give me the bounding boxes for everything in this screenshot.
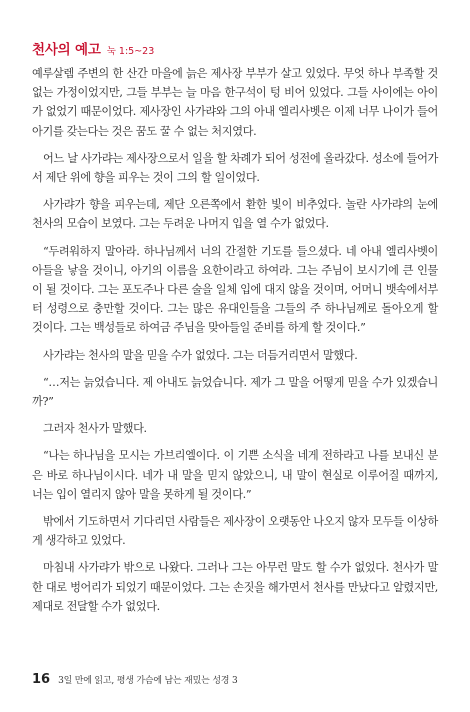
paragraph: 사가랴는 천사의 말을 믿을 수가 없었다. 그는 더듬거리면서 말했다. <box>43 348 358 362</box>
paragraph: “나는 하나님을 모시는 가브리엘이다. 이 기쁜 소식을 네게 전하라고 나를 보내신 분은 바로 하나님이시다. 네가 내 말을 믿지 않았으니, 내 말이 현실로 이루어질 때까지, 너는 입이 열리지 않아 말을 못하게 될 것이다.” <box>32 449 438 501</box>
paragraph: 마침내 사가랴가 밖으로 나왔다. 그러나 그는 아무런 말도 할 수가 없었다. 천사가 말한 대로 벙어리가 되었기 때문이었다. 그는 손짓을 해가면서 천사를 만났다고 알렸지만, 제대로 전달할 수가 없었다. <box>32 561 438 613</box>
body-text <box>32 64 438 624</box>
running-book-title: 3일 만에 읽고, 평생 가슴에 남는 재밌는 성경 3 <box>58 676 238 686</box>
paragraph: 어느 날 사가랴는 제사장으로서 일을 할 차례가 되어 성전에 올라갔다. 성소에 들어가서 제단 위에 향을 피우는 것이 그의 할 일이었다. <box>32 151 438 185</box>
scripture-reference: 눅 1:5~23 <box>106 46 155 57</box>
paragraph: 그러자 천사가 말했다. <box>43 422 147 436</box>
page-footer <box>32 672 238 687</box>
paragraph: 밖에서 기도하면서 기다리던 사람들은 제사장이 오랫동안 나오지 않자 모두들 이상하게 생각하고 있었다. <box>32 515 438 548</box>
section-title: 천사의 예고 <box>32 42 101 58</box>
page-number: 16 <box>32 672 51 687</box>
paragraph: 사가랴가 향을 피우는데, 제단 오른쪽에서 환한 빛이 비추었다. 놀란 사가랴의 눈에 천사의 모습이 보였다. 그는 두려운 나머지 입을 열 수가 없었다. <box>32 198 438 231</box>
section-heading <box>32 38 154 58</box>
paragraph: 예루살렘 주변의 한 산간 마을에 늙은 제사장 부부가 살고 있었다. 무엇 하나 부족할 것 없는 가정이었지만, 그들 부부는 늘 마음 한구석이 텅 비어 있었다. 그들 사이에는 아이가 없었기 때문이었다. 제사장인 사가랴와 그의 아내 엘리사벳은 이제 너무 나이가 들어 아기를 갖는다는 것은 꿈도 꿀 수 없는 처지였다. <box>32 67 438 138</box>
paragraph: “두려워하지 말아라. 하나님께서 너의 간절한 기도를 들으셨다. 네 아내 엘리사벳이 아들을 낳을 것이니, 아기의 이름을 요한이라고 하여라. 그는 주님이 보시기에 큰 인물이 될 것이다. 그는 포도주나 다른 술을 일체 입에 대지 않을 것이며, 어머니 뱃속에서부터 성령으로 충만할 것이다. 그는 많은 유대인들을 그들의 주 하나님께로 돌아오게 할 것이다. 그는 백성들로 하여금 주님을 맞아들일 준비를 하게 할 것이다.” <box>32 244 438 335</box>
paragraph: “…저는 늙었습니다. 제 아내도 늙었습니다. 제가 그 말을 어떻게 믿을 수가 있겠습니까?” <box>32 375 438 409</box>
